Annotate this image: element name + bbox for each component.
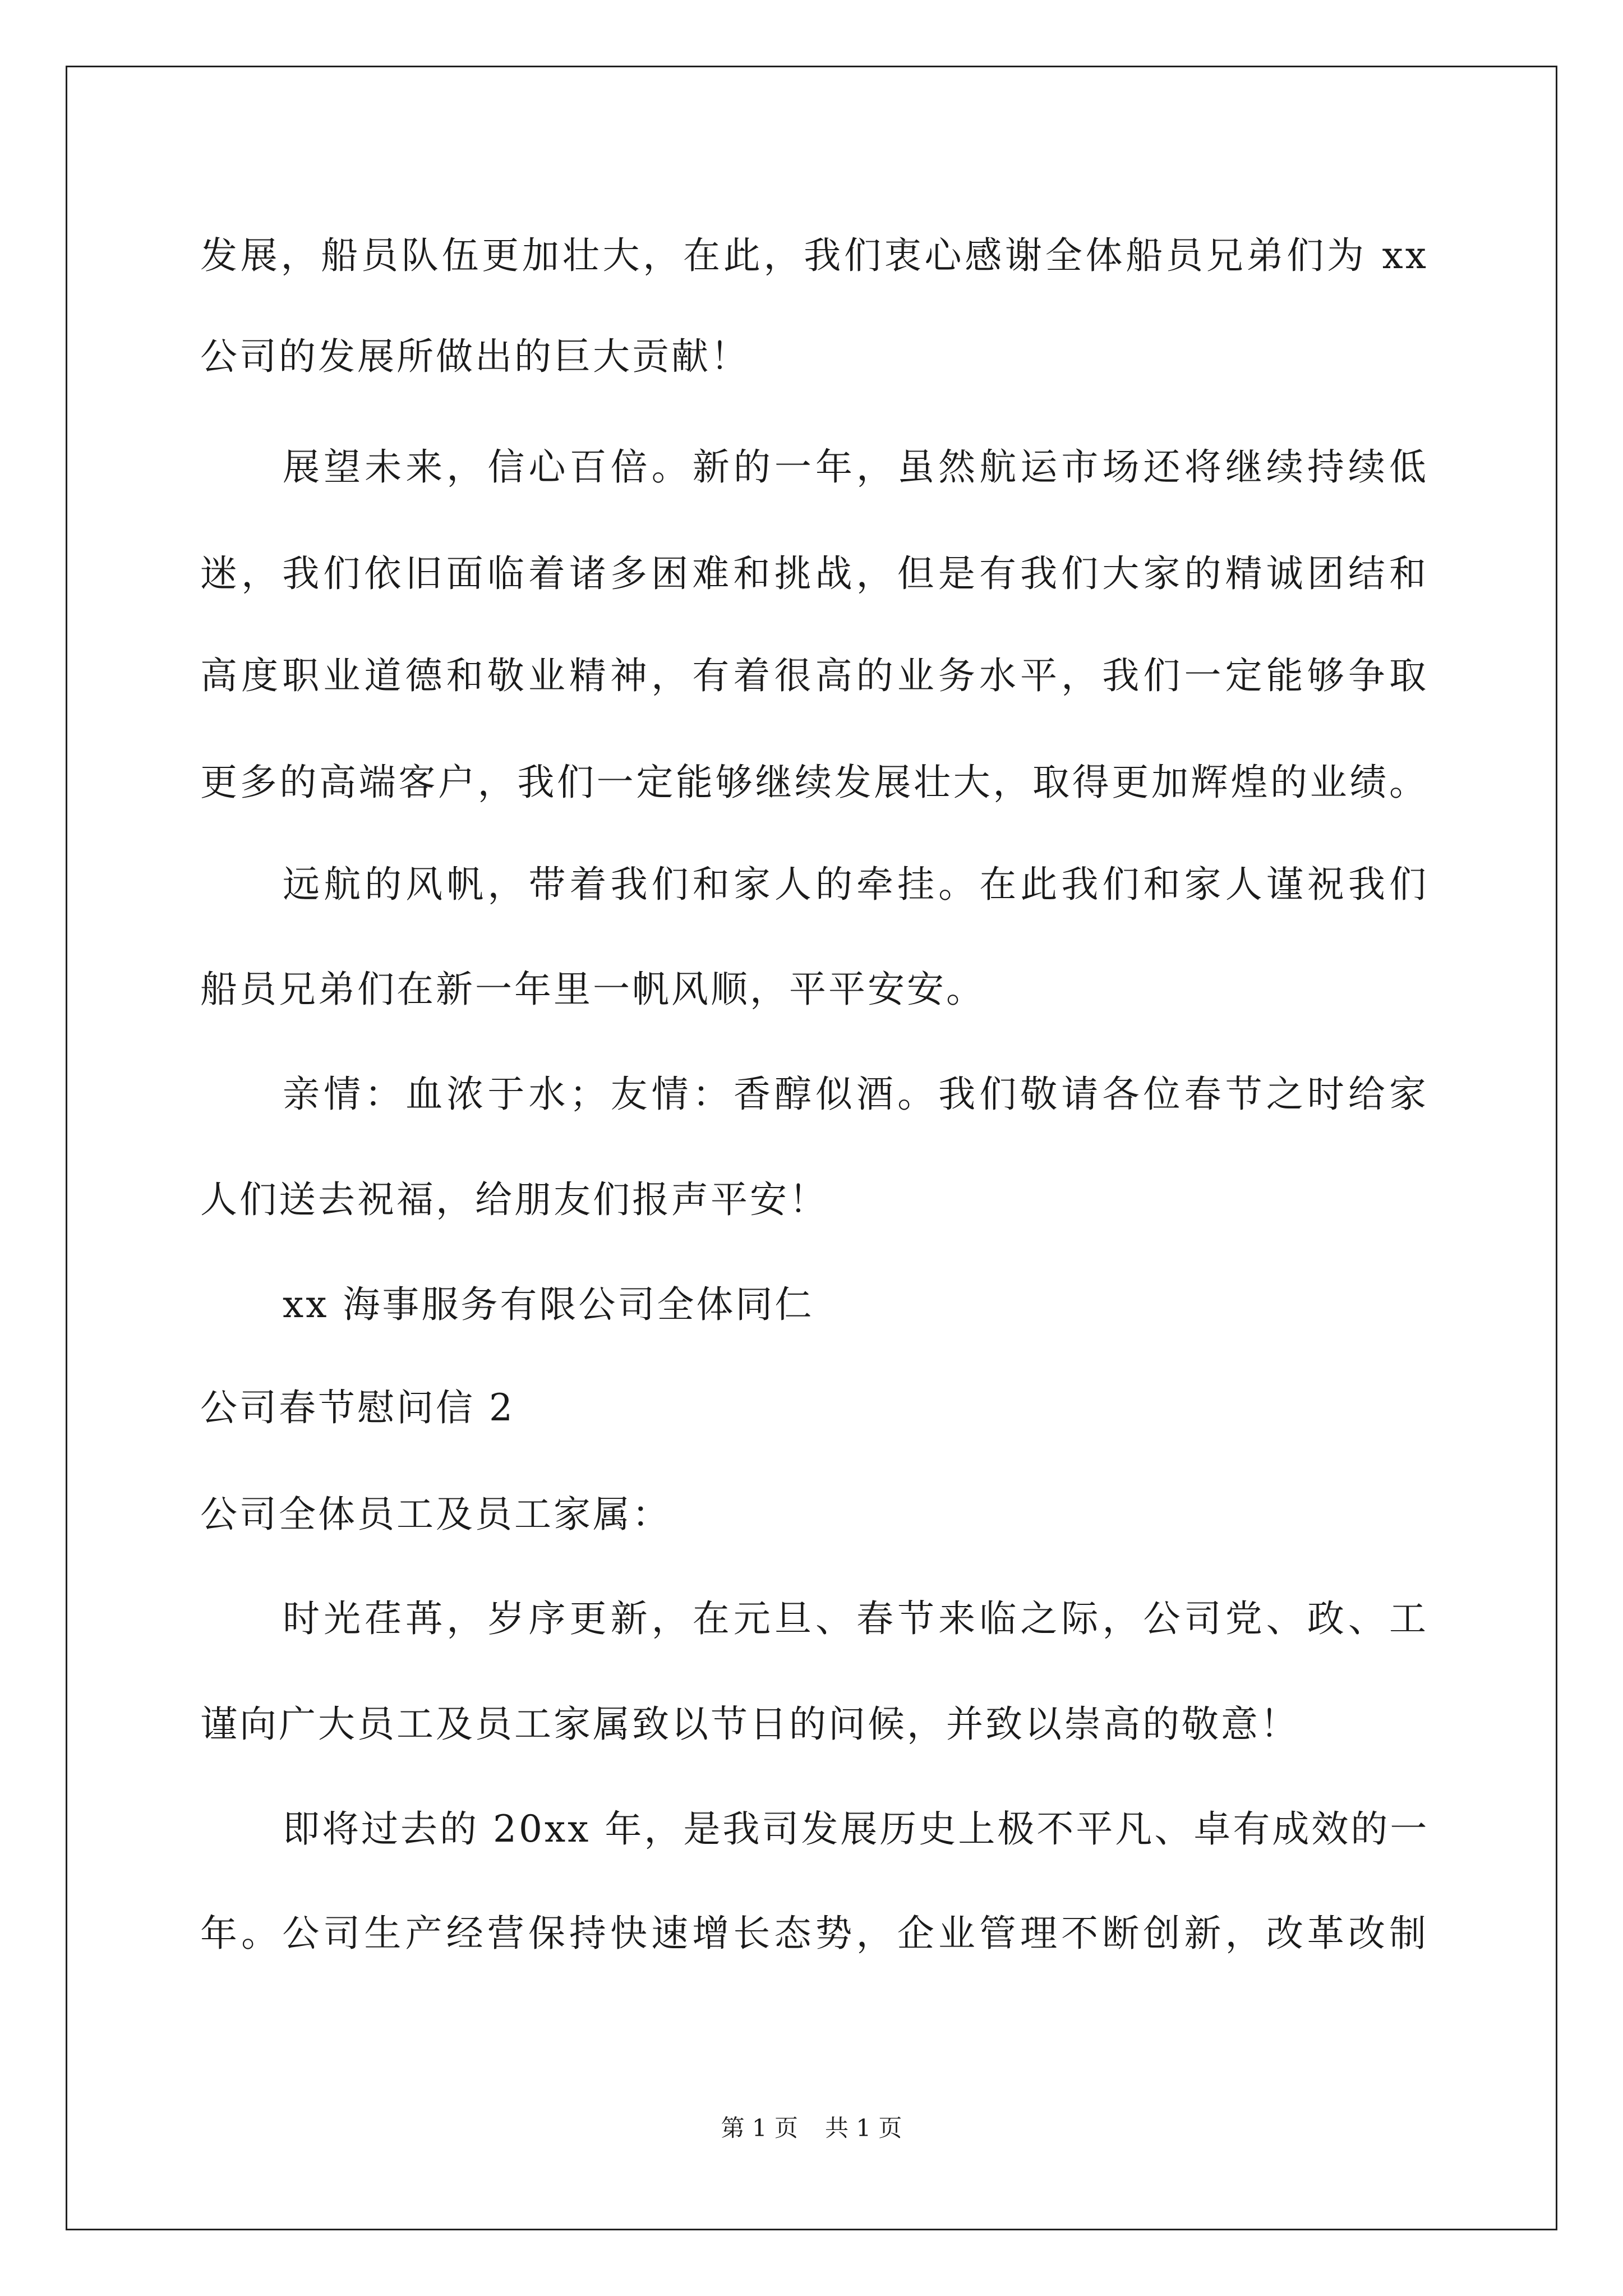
body-text-line: 人们送去祝福，给朋友们报声平安！ [200, 1178, 828, 1221]
body-text-line: 公司的发展所做出的巨大贡献！ [200, 335, 750, 378]
body-text-line: 迷，我们依旧面临着诸多困难和挑战，但是有我们大家的精诚团结和 [200, 552, 1428, 595]
body-text-line: 年。公司生产经营保持快速增长态势，企业管理不断创新，改革改制 [200, 1912, 1428, 1955]
signature-line: xx 海事服务有限公司全体同仁 [283, 1283, 814, 1326]
body-text-line: 谨向广大员工及员工家属致以节日的问候，并致以崇高的敬意！ [200, 1703, 1299, 1746]
total-pages: 共 1 页 [825, 2114, 902, 2142]
body-text-line: 高度职业道德和敬业精神，有着很高的业务水平，我们一定能够争取 [200, 654, 1428, 697]
page-border [66, 66, 1557, 2230]
body-text-line: 远航的风帆，带着我们和家人的牵挂。在此我们和家人谨祝我们 [283, 863, 1428, 906]
body-text-line: 更多的高端客户，我们一定能够继续发展壮大，取得更加辉煌的业绩。 [200, 761, 1428, 804]
body-text-line: 船员兄弟们在新一年里一帆风顺，平平安安。 [200, 968, 985, 1011]
body-text-line: 亲情：血浓于水；友情：香醇似酒。我们敬请各位春节之时给家 [283, 1073, 1428, 1116]
body-text-line: 展望未来，信心百倍。新的一年，虽然航运市场还将继续持续低 [283, 445, 1428, 489]
body-text-line: 时光荏苒，岁序更新，在元旦、春节来临之际，公司党、政、工 [283, 1597, 1428, 1640]
salutation: 公司全体员工及员工家属： [200, 1493, 671, 1536]
section-heading: 公司春节慰问信 2 [200, 1386, 515, 1429]
body-text-line: 即将过去的 20xx 年，是我司发展历史上极不平凡、卓有成效的一 [283, 1807, 1430, 1851]
page-footer [0, 2116, 1623, 2140]
body-text-line: 发展，船员队伍更加壮大，在此，我们衷心感谢全体船员兄弟们为 xx [200, 234, 1428, 277]
page-number: 第 1 页 [721, 2114, 798, 2142]
